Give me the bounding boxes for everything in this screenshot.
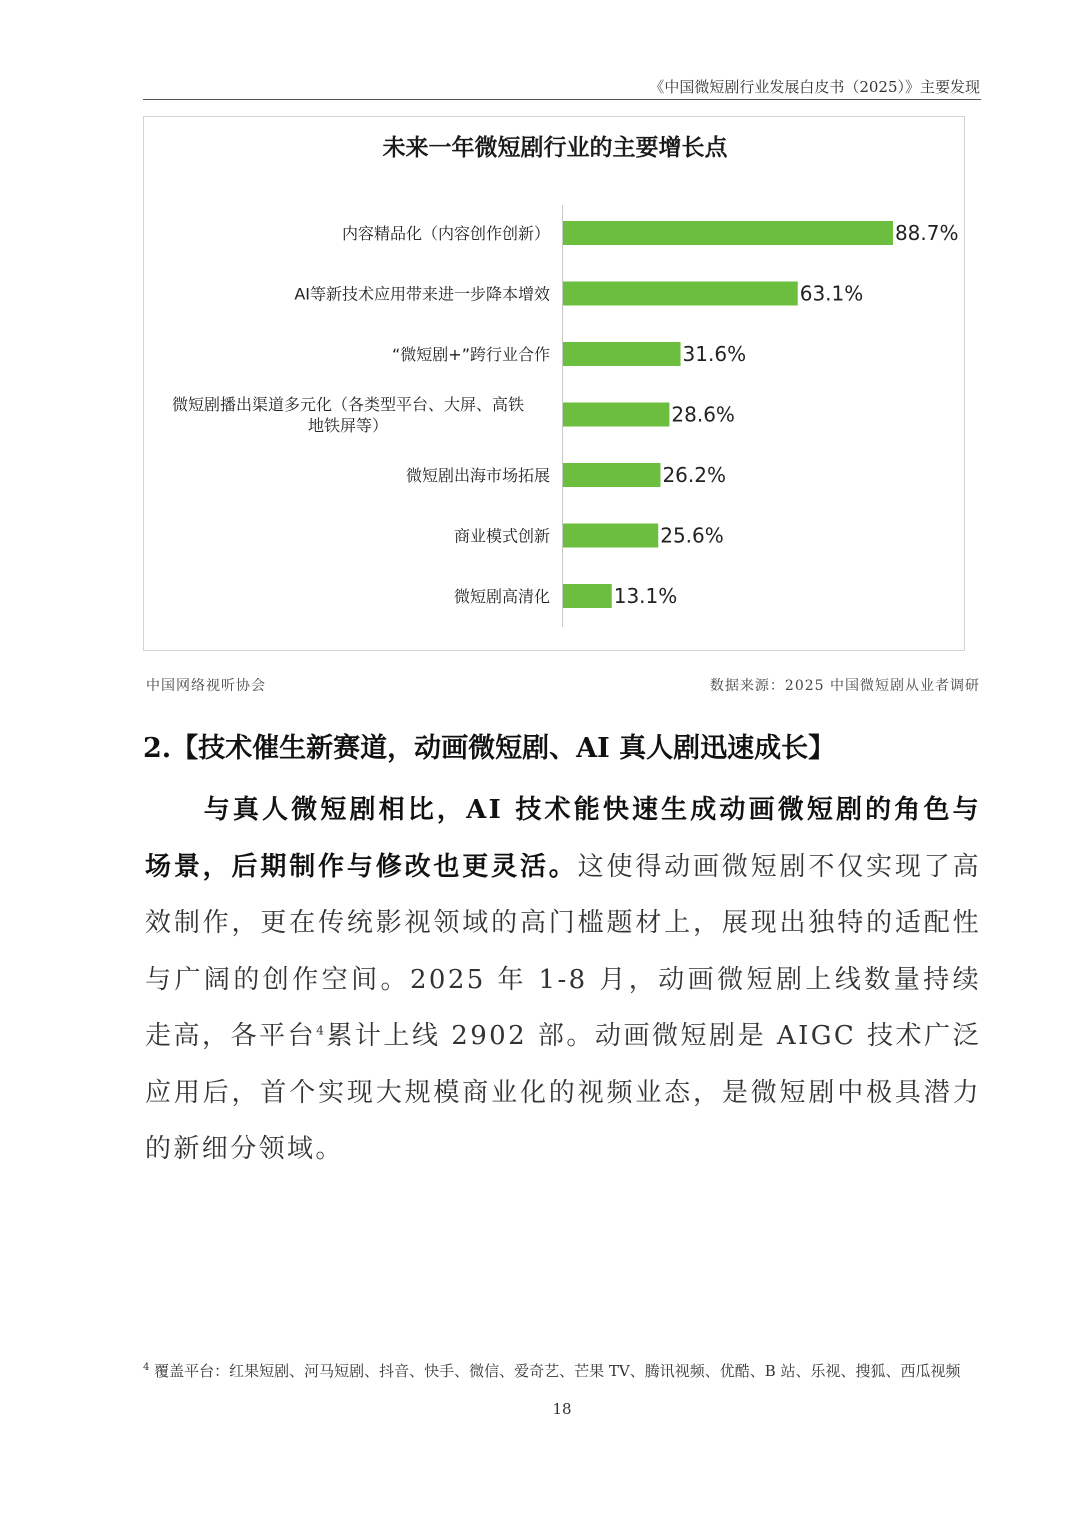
data-label-5: 26.2% — [662, 463, 727, 487]
data-source-note: 数据来源：2025 中国微短剧从业者调研 — [709, 678, 980, 694]
footnote-ref[interactable]: 4 — [316, 1023, 327, 1038]
category-label-3: “微短剧+”跨行业合作 — [392, 345, 550, 364]
data-label-3: 31.6% — [682, 342, 747, 366]
bar-chart-svg — [144, 117, 966, 652]
header-rule — [143, 99, 981, 100]
body-paragraph — [145, 782, 981, 1178]
category-label-4: 微短剧播出渠道多元化（各类型平台、大屏、高铁地铁屏等） — [171, 395, 525, 435]
bar-5 — [563, 463, 660, 487]
data-label-2: 63.1% — [799, 281, 864, 306]
data-label-1: 88.7% — [894, 221, 959, 245]
paragraph-text-1: 这使得动画微短剧不仅实现了高效制作，更在传统影视领域的高门槛题材上，展现出独特的适配性与广阔的创作空间。2025 年 1-8 月，动画微短剧上线数量持续走高，各平台 — [145, 851, 981, 1051]
bar-3 — [563, 342, 681, 366]
footnote-text: 覆盖平台：红果短剧、河马短剧、抖音、快手、微信、爱奇艺、芒果 TV、腾讯视频、优酷、B 站、乐视、搜狐、西瓜视频 — [154, 1362, 961, 1380]
bar-2 — [563, 282, 798, 306]
bar-1 — [563, 221, 893, 245]
category-label-7: 微短剧高清化 — [453, 587, 550, 606]
chart-title: 未来一年微短剧行业的主要增长点 — [382, 135, 728, 161]
bar-7 — [563, 584, 612, 608]
page-number: 18 — [552, 1400, 572, 1418]
data-label-7: 13.1% — [613, 584, 678, 608]
bar-4 — [563, 403, 669, 427]
source-organization: 中国网络视听协会 — [146, 678, 266, 694]
document-title: 《中国微短剧行业发展白皮书（2025）》主要发现 — [649, 78, 980, 96]
category-label-6: 商业模式创新 — [453, 526, 550, 546]
category-label-2: AI等新技术应用带来进一步降本增效 — [294, 284, 550, 304]
category-label-5: 微短剧出海市场拓展 — [405, 466, 550, 485]
bar-chart — [143, 116, 965, 651]
bar-6 — [563, 524, 658, 548]
category-label-1: 内容精品化（内容创作创新） — [341, 224, 550, 243]
footnote — [143, 1357, 981, 1382]
section-heading: 2.【技术催生新赛道，动画微短剧、AI 真人剧迅速成长】 — [143, 733, 836, 764]
bar-series — [172, 221, 959, 608]
data-label-4: 28.6% — [671, 402, 735, 427]
paragraph-lead-bold: 与真人微短剧相比，AI 技术能快速生成动画微短剧的角色与场景，后期制作与修改也更灵活。 — [145, 795, 981, 882]
paragraph-text-2: 累计上线 2902 部。动画微短剧是 AIGC 技术广泛应用后，首个实现大规模商业化的视频业态，是微短剧中极具潜力的新细分领域。 — [145, 1021, 981, 1164]
data-label-6: 25.6% — [660, 523, 724, 548]
footnote-marker: 4 — [143, 1362, 150, 1373]
